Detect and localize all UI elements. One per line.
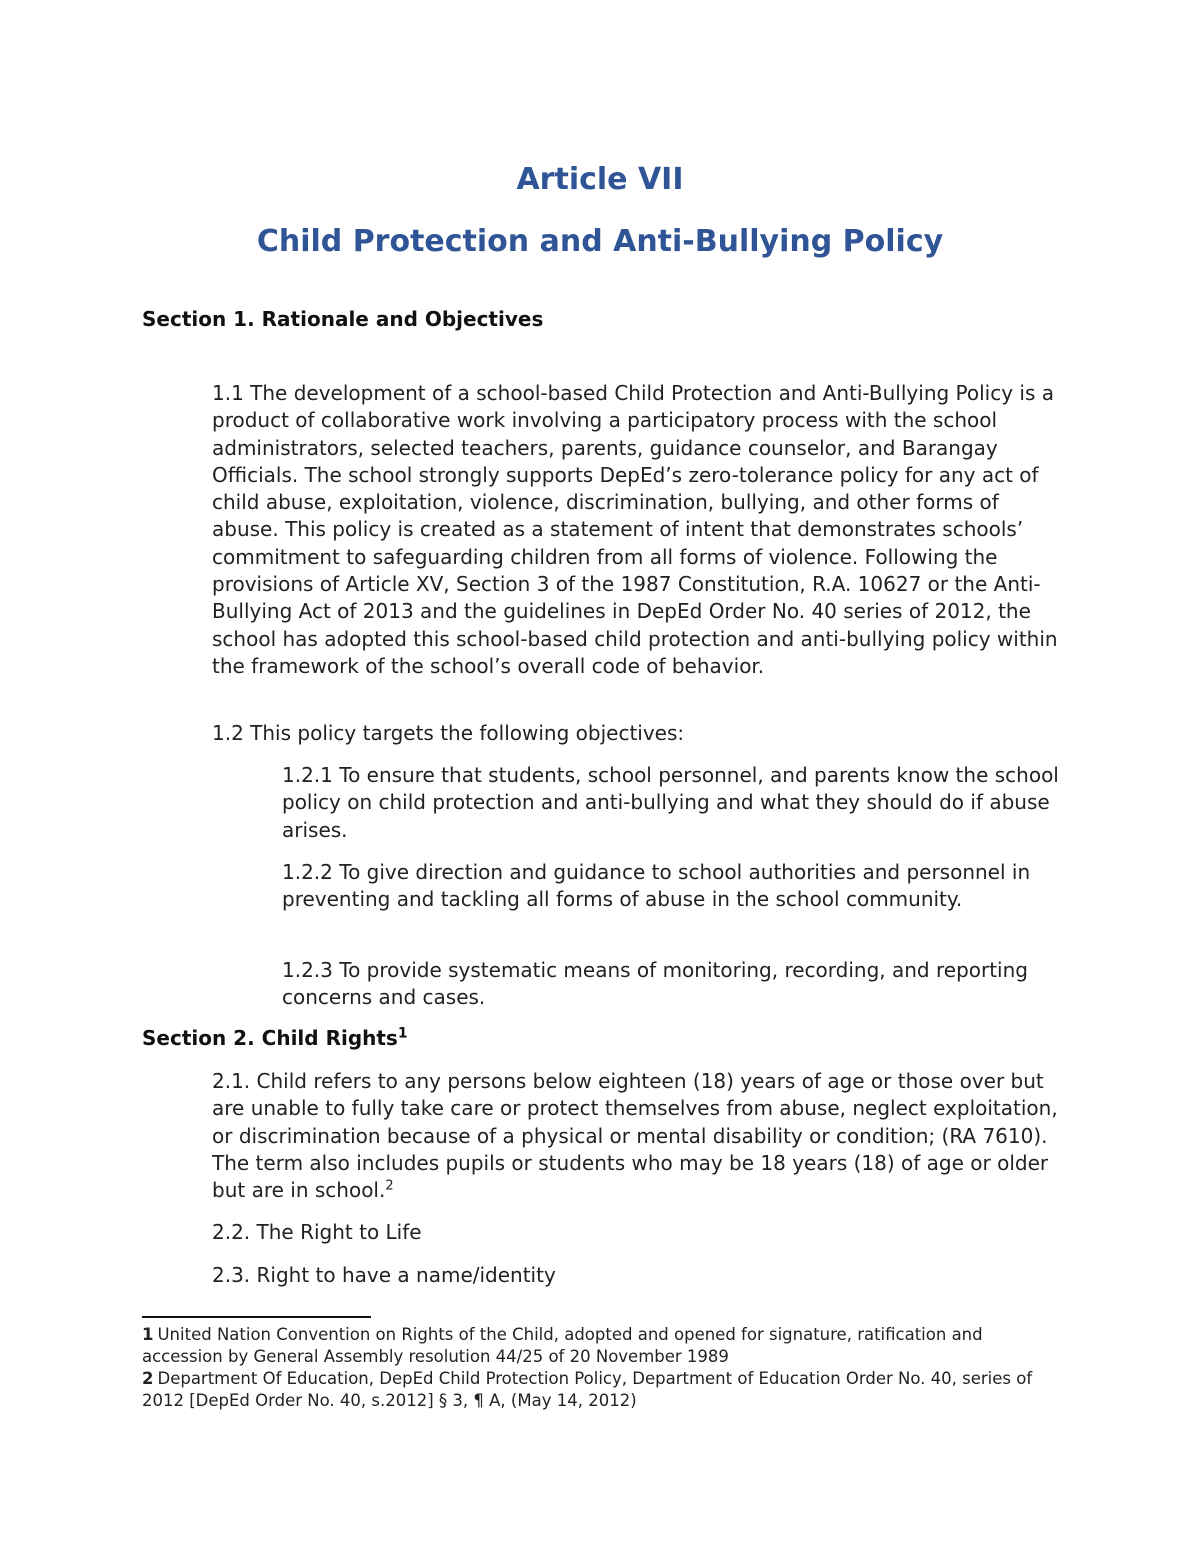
footnotes (142, 1324, 1062, 1412)
section-2-heading-text: Section 2. Child Rights (142, 1026, 398, 1050)
paragraph-2-3: 2.3. Right to have a name/identity (212, 1263, 556, 1287)
footnote-1 (142, 1324, 1062, 1368)
paragraph-1-2: 1.2 This policy targets the following objectives: (212, 721, 685, 745)
footnote-2-number: 2 (142, 1369, 154, 1388)
section-2-heading (142, 1026, 408, 1050)
footnote-2 (142, 1368, 1062, 1412)
footnote-1-number: 1 (142, 1325, 154, 1344)
paragraph-2-1 (212, 1068, 1062, 1204)
section-1-heading: Section 1. Rationale and Objectives (142, 307, 544, 331)
footnote-1-text: United Nation Convention on Rights of the Child, adopted and opened for signature, ratification and accession by General Assembly resolution 44/25 of 20 November 1989 (142, 1325, 983, 1366)
policy-title: Child Protection and Anti-Bullying Policy (256, 224, 944, 259)
footnote-separator (142, 1316, 371, 1318)
footnote-2-text: Department Of Education, DepEd Child Protection Policy, Department of Education Order No. 40, series of 2012 [DepEd Order No. 40, s.2012] § 3, ¶ A, (May 14, 2012) (142, 1369, 1033, 1410)
paragraph-2-1-text: 2.1. Child refers to any persons below eighteen (18) years of age or those over but are unable to fully take care or protect themselves from abuse, neglect exploitation, or discrimination because of a physical or mental disability or condition; (RA 7610). The term also includes pupils or students who may be 18 years (18) of age or older but are in school. (212, 1069, 1058, 1203)
paragraph-2-2: 2.2. The Right to Life (212, 1220, 422, 1244)
paragraph-1-2-1: 1.2.1 To ensure that students, school personnel, and parents know the school policy on child protection and anti-bullying and what they should do if abuse arises. (282, 763, 1059, 842)
paragraph-1-2-2: 1.2.2 To give direction and guidance to school authorities and personnel in preventing and tackling all forms of abuse in the school community. (282, 860, 1031, 912)
article-title: Article VII (516, 162, 684, 197)
paragraph-1-2-3: 1.2.3 To provide systematic means of monitoring, recording, and reporting concerns and cases. (282, 958, 1028, 1010)
footnote-ref-1[interactable]: 1 (397, 1025, 408, 1042)
paragraph-1-1: 1.1 The development of a school-based Child Protection and Anti-Bullying Policy is a product of collaborative work involving a participatory process with the school administrators, selected teachers, parents, guidance counselor, and Barangay Officials. The school strongly supports DepEd’s zero-tolerance policy for any act of child abuse, exploitation, violence, discrimination, bullying, and other forms of abuse. This policy is created as a statement of intent that demonstrates schools’ commitment to safeguarding children from all forms of violence. Following the provisions of Article XV, Section 3 of the 1987 Constitution, R.A. 10627 or the Anti-Bullying Act of 2013 and the guidelines in DepEd Order No. 40 series of 2012, the school has adopted this school-based child protection and anti-bullying policy within the framework of the school’s overall code of behavior. (212, 381, 1058, 678)
footnote-ref-2[interactable]: 2 (385, 1178, 394, 1194)
